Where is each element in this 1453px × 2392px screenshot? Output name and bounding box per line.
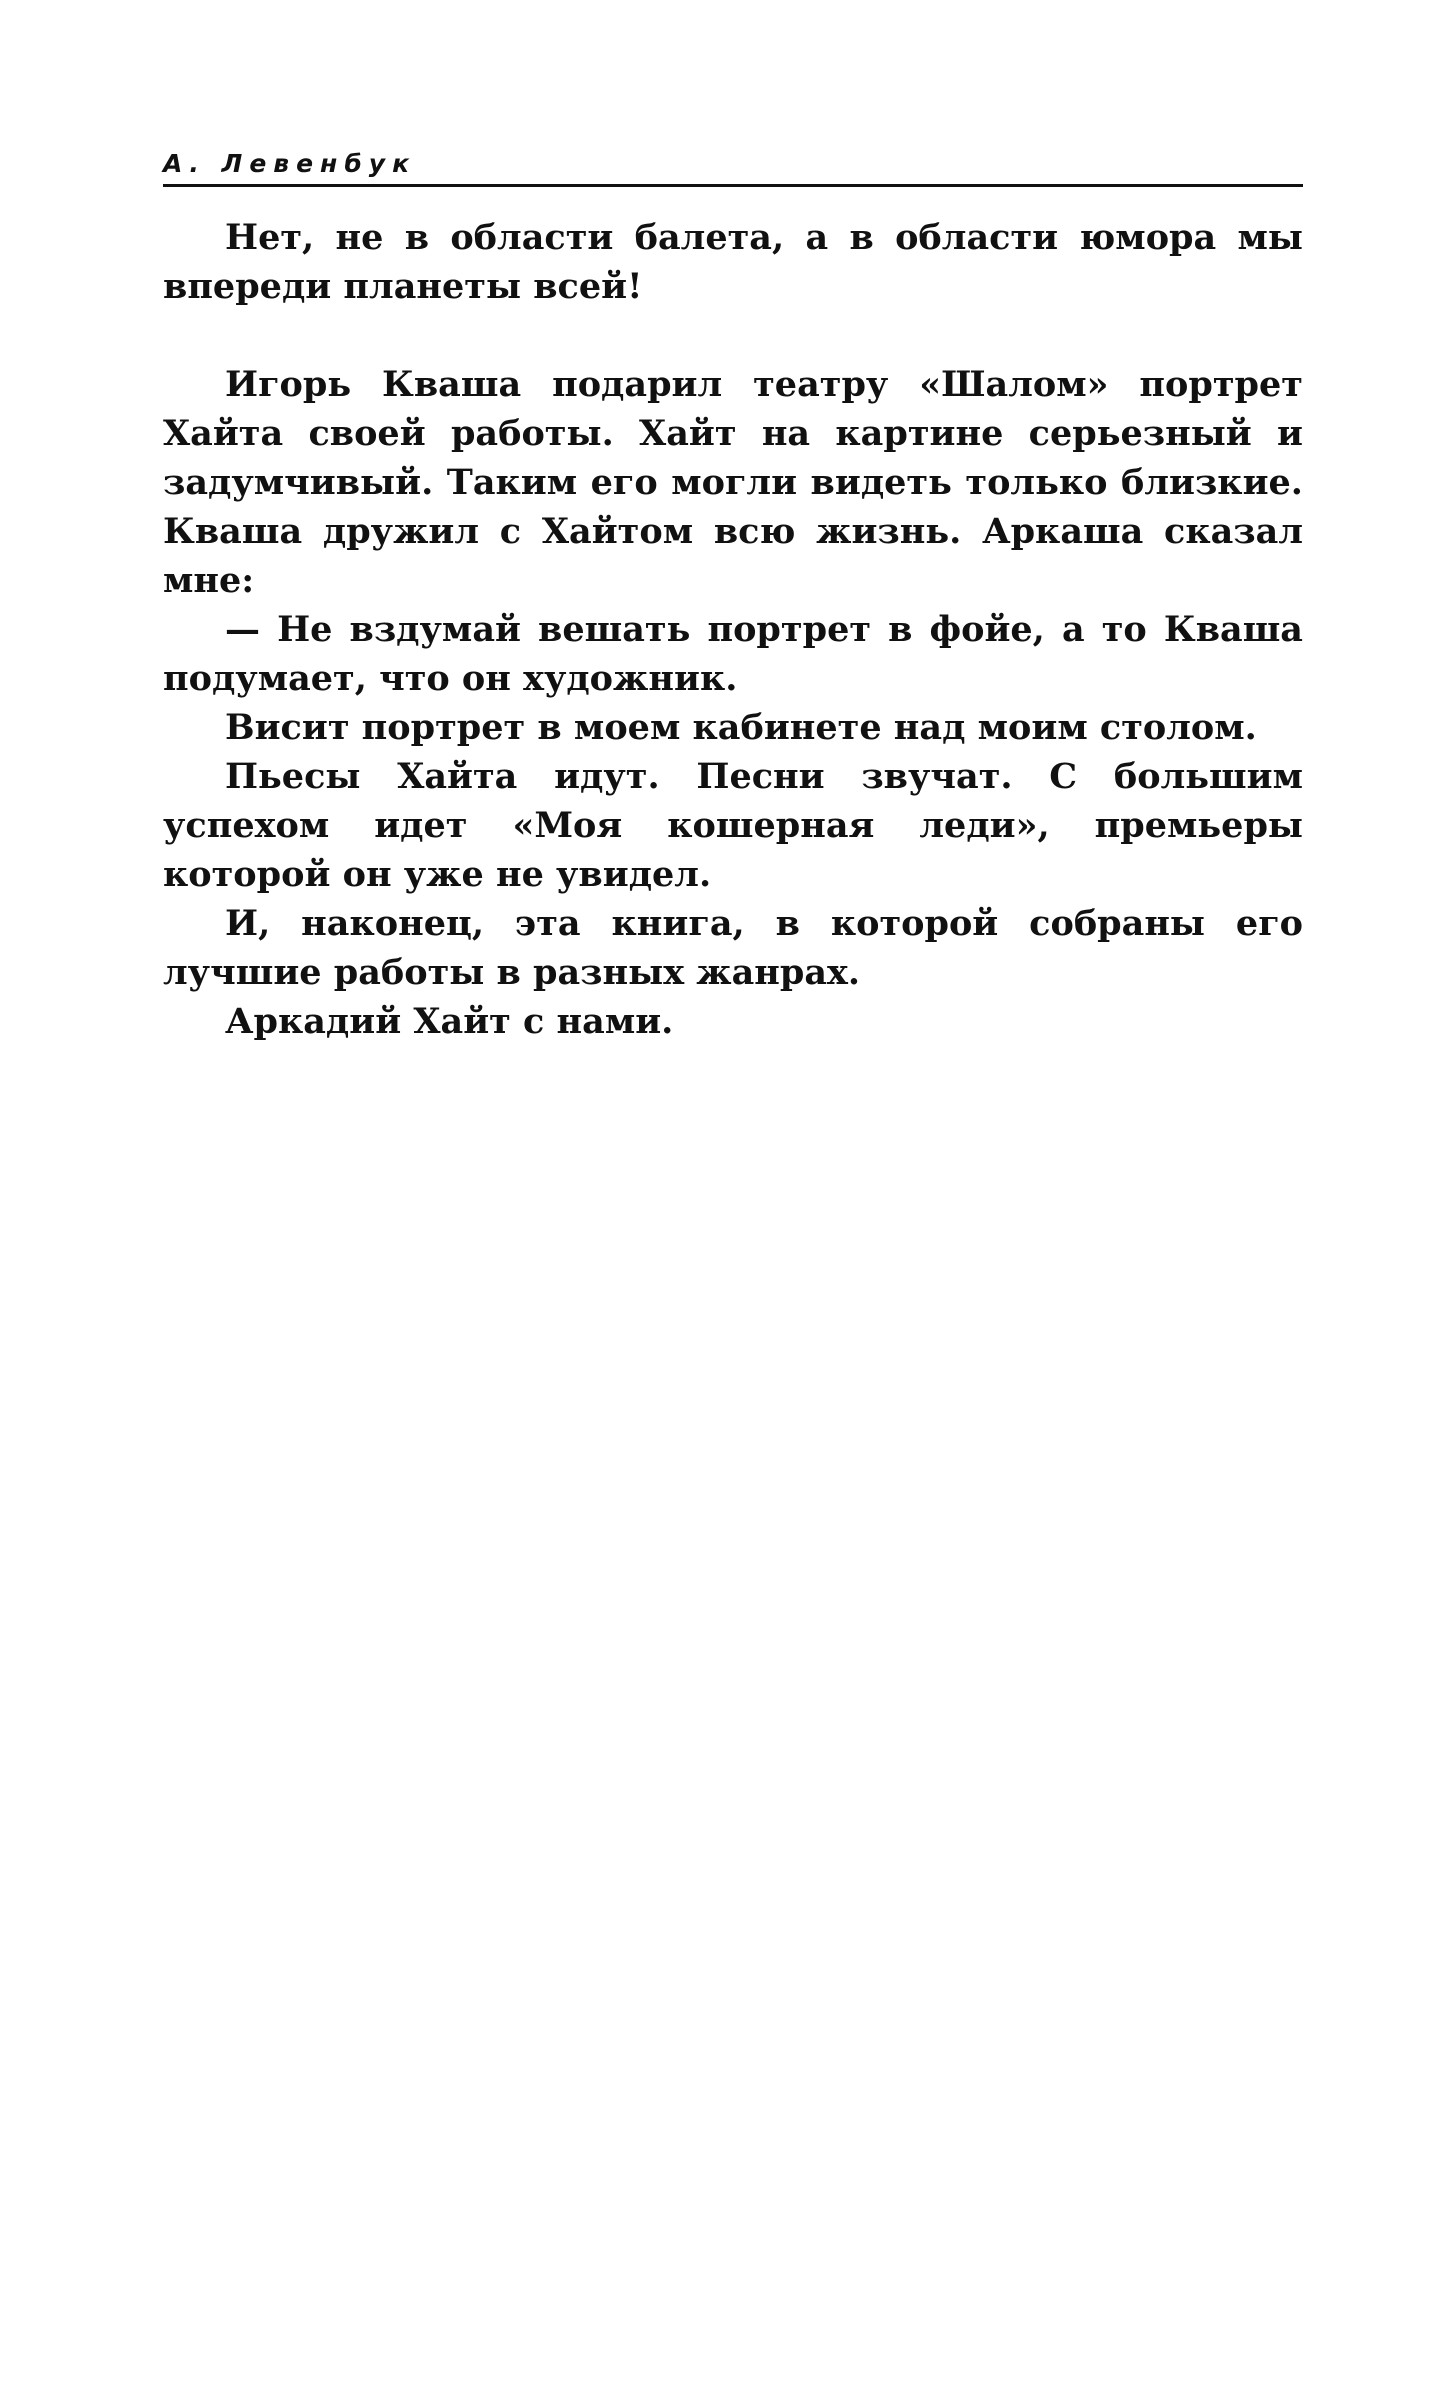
- paragraph: Игорь Кваша подарил театру «Шалом» портрет Хайта своей работы. Хайт на картине серьезный и задумчивый. Таким его могли видеть только близкие. Кваша дружил с Хайтом всю жизнь. Аркаша сказал мне:: [163, 364, 1303, 601]
- book-page: [163, 150, 1303, 1046]
- paragraph: Аркадий Хайт с нами.: [225, 1001, 674, 1042]
- paragraph: — Не вздумай вешать портрет в фойе, а то Кваша подумает, что он художник.: [163, 609, 1303, 699]
- paragraph: Висит портрет в моем кабинете над моим столом.: [225, 707, 1257, 748]
- paragraph: И, наконец, эта книга, в которой собраны его лучшие работы в разных жанрах.: [163, 903, 1303, 993]
- body-text: [163, 213, 1303, 1046]
- header-rule: [163, 184, 1303, 187]
- paragraph: Пьесы Хайта идут. Песни звучат. С большим успехом идет «Моя кошерная леди», премьеры которой он уже не увидел.: [163, 756, 1303, 895]
- paragraph: Нет, не в области балета, а в области юмора мы впереди планеты всей!: [163, 217, 1303, 307]
- running-head-author: А. Левенбук: [163, 149, 417, 178]
